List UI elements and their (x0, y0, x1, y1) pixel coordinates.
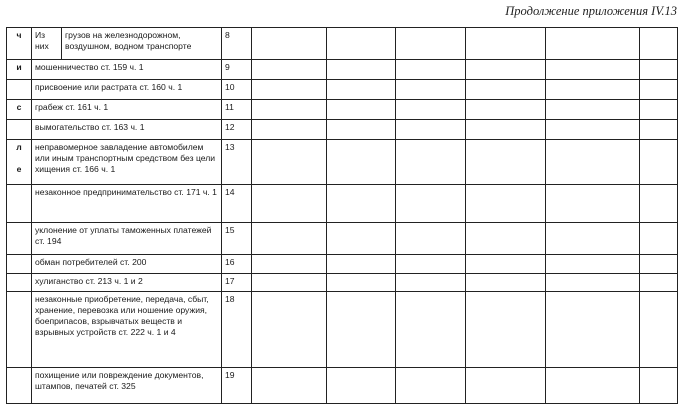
data-cell (640, 140, 678, 185)
data-cell (546, 255, 640, 274)
table-row (7, 100, 678, 120)
side-letter-spacer (7, 274, 32, 292)
side-letter-spacer (7, 185, 32, 223)
table-row (7, 368, 678, 404)
row-label: похищение или повреждение документов, штампов, печатей ст. 325 (32, 368, 222, 404)
side-letter-spacer (7, 255, 32, 274)
row-number: 14 (222, 185, 252, 223)
data-cell (640, 255, 678, 274)
data-cell (640, 185, 678, 223)
data-cell (252, 274, 327, 292)
data-cell (327, 120, 396, 140)
data-cell (327, 255, 396, 274)
data-cell (252, 185, 327, 223)
row-label: уклонение от уплаты таможенных платежей ст. 194 (32, 223, 222, 255)
data-cell (396, 292, 466, 368)
data-cell (546, 140, 640, 185)
data-cell (396, 368, 466, 404)
row-number: 15 (222, 223, 252, 255)
table-row (7, 140, 678, 185)
data-cell (396, 120, 466, 140)
data-cell (640, 223, 678, 255)
data-cell (466, 185, 546, 223)
data-cell (252, 80, 327, 100)
side-letter-spacer (7, 120, 32, 140)
data-cell (546, 292, 640, 368)
row-number: 8 (222, 28, 252, 60)
side-letter-spacer (7, 368, 32, 404)
row-sub-label: Из них (32, 28, 62, 60)
row-label: вымогательство ст. 163 ч. 1 (32, 120, 222, 140)
data-cell (327, 140, 396, 185)
data-cell (396, 185, 466, 223)
row-label: грузов на железнодорожном, воздушном, водном транспорте (62, 28, 222, 60)
data-cell (396, 100, 466, 120)
side-letter-l: л (16, 142, 22, 152)
data-cell (252, 223, 327, 255)
data-cell (396, 140, 466, 185)
data-cell (640, 60, 678, 80)
row-number: 12 (222, 120, 252, 140)
side-letter-e: е (16, 164, 22, 174)
data-cell (640, 80, 678, 100)
data-cell (466, 28, 546, 60)
data-cell (252, 60, 327, 80)
table-row (7, 60, 678, 80)
side-letter-spacer (7, 80, 32, 100)
data-cell (327, 100, 396, 120)
data-cell (640, 120, 678, 140)
data-cell (252, 368, 327, 404)
data-cell (327, 292, 396, 368)
data-cell (466, 120, 546, 140)
statistics-table (6, 27, 678, 404)
data-cell (252, 140, 327, 185)
data-cell (466, 140, 546, 185)
table-row (7, 80, 678, 100)
data-cell (546, 28, 640, 60)
row-label: незаконные приобретение, передача, сбыт, хранение, перевозка или ношение оружия, боеприпасов, взрывчатых веществ и взрывных устройств ст. 222 ч. 1 и 4 (32, 292, 222, 368)
table-row (7, 223, 678, 255)
table-row (7, 255, 678, 274)
data-cell (252, 28, 327, 60)
table-row (7, 120, 678, 140)
data-cell (546, 60, 640, 80)
row-number: 10 (222, 80, 252, 100)
data-cell (466, 368, 546, 404)
data-cell (640, 368, 678, 404)
row-label: грабеж ст. 161 ч. 1 (32, 100, 222, 120)
row-label: присвоение или растрата ст. 160 ч. 1 (32, 80, 222, 100)
side-letter (7, 140, 32, 185)
data-cell (546, 80, 640, 100)
table-row (7, 28, 678, 60)
data-cell (546, 120, 640, 140)
data-cell (396, 255, 466, 274)
row-number: 9 (222, 60, 252, 80)
data-cell (466, 255, 546, 274)
data-cell (327, 223, 396, 255)
side-letter-spacer (7, 292, 32, 368)
data-cell (327, 274, 396, 292)
row-label: неправомерное завладение автомобилем или иным транспортным средством без цели хищения ст. 166 ч. 1 (32, 140, 222, 185)
row-label: незаконное предпринимательство ст. 171 ч. 1 (32, 185, 222, 223)
data-cell (546, 274, 640, 292)
data-cell (327, 80, 396, 100)
row-number: 16 (222, 255, 252, 274)
data-cell (546, 185, 640, 223)
row-number: 13 (222, 140, 252, 185)
data-cell (252, 255, 327, 274)
data-cell (327, 185, 396, 223)
data-cell (546, 100, 640, 120)
data-cell (466, 60, 546, 80)
page-header: Продолжение приложения IV.13 (505, 4, 677, 18)
data-cell (327, 28, 396, 60)
data-cell (466, 292, 546, 368)
side-letter: с (7, 100, 32, 120)
data-cell (327, 60, 396, 80)
data-cell (252, 292, 327, 368)
data-cell (396, 223, 466, 255)
row-number: 17 (222, 274, 252, 292)
data-cell (327, 368, 396, 404)
data-cell (546, 223, 640, 255)
data-cell (396, 80, 466, 100)
row-number: 19 (222, 368, 252, 404)
table-row (7, 274, 678, 292)
data-cell (396, 274, 466, 292)
row-number: 18 (222, 292, 252, 368)
data-cell (640, 28, 678, 60)
row-label: мошенничество ст. 159 ч. 1 (32, 60, 222, 80)
row-label: обман потребителей ст. 200 (32, 255, 222, 274)
row-label: хулиганство ст. 213 ч. 1 и 2 (32, 274, 222, 292)
row-number: 11 (222, 100, 252, 120)
data-cell (466, 274, 546, 292)
data-cell (396, 60, 466, 80)
side-letter: и (7, 60, 32, 80)
data-cell (546, 368, 640, 404)
data-cell (640, 292, 678, 368)
data-cell (466, 100, 546, 120)
data-cell (252, 100, 327, 120)
data-cell (640, 274, 678, 292)
table-row (7, 292, 678, 368)
data-cell (466, 80, 546, 100)
data-cell (640, 100, 678, 120)
data-cell (396, 28, 466, 60)
data-cell (252, 120, 327, 140)
data-cell (466, 223, 546, 255)
side-letter: ч (7, 28, 32, 60)
table-row (7, 185, 678, 223)
side-letter-spacer (7, 223, 32, 255)
